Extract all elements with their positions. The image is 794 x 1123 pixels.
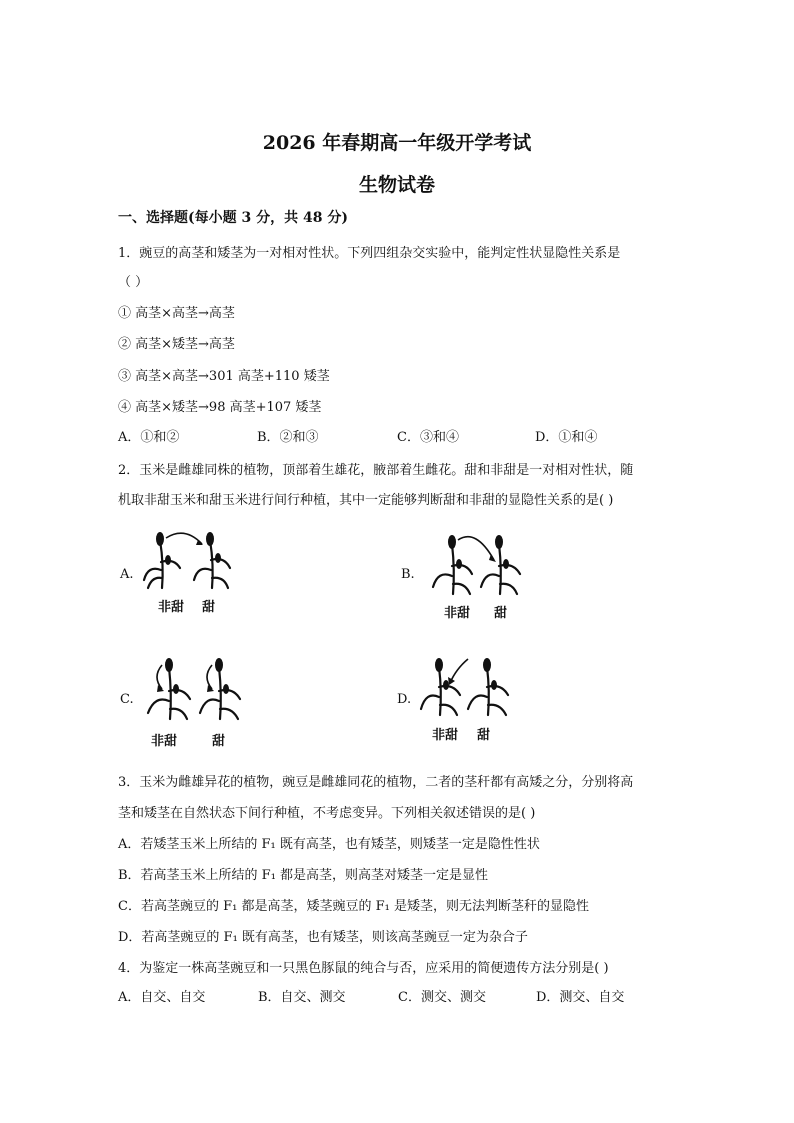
- q4-option-b: B．自交、测交: [258, 990, 346, 1005]
- figure-d-letter: D.: [397, 692, 412, 707]
- figure-b-right-label: 甜: [494, 606, 508, 621]
- q4-option-a: A．自交、自交: [118, 990, 206, 1005]
- q1-item: ③ 高茎×高茎→301 高茎+110 矮茎: [118, 369, 330, 384]
- q4-option-c: C．测交、测交: [398, 990, 486, 1005]
- q1-option-b: B．②和③: [257, 430, 319, 445]
- figure-b-plants: [428, 532, 528, 596]
- figure-d-right-label: 甜: [477, 728, 491, 743]
- figure-c-letter: C.: [120, 692, 134, 707]
- q1-option-d: D．①和④: [535, 430, 598, 445]
- figure-c-left-label: 非甜: [151, 734, 178, 749]
- q2-stem-line1: 2．玉米是雌雄同株的植物，顶部着生雄花，腋部着生雌花。甜和非甜是一对相对性状，随: [118, 463, 634, 478]
- figure-c-right-label: 甜: [212, 734, 226, 749]
- figure-a-left-label: 非甜: [158, 600, 185, 615]
- exam-title: 2026 年春期高一年级开学考试: [262, 132, 532, 154]
- figure-a-letter: A.: [120, 567, 134, 582]
- q1-option-c: C．③和④: [397, 430, 459, 445]
- q1-item: ② 高茎×矮茎→高茎: [118, 337, 235, 352]
- q4-stem: 4．为鉴定一株高茎豌豆和一只黑色豚鼠的纯合与否，应采用的简便遗传方法分别是( ): [118, 961, 609, 976]
- q1-option-a: A．①和②: [118, 430, 180, 445]
- figure-c-plants: [140, 655, 250, 721]
- exam-subtitle: 生物试卷: [358, 174, 435, 196]
- q3-stem-line2: 茎和矮茎在自然状态下间行种植，不考虑变异。下列相关叙述错误的是( ): [118, 806, 536, 821]
- figure-d-plants: [418, 655, 518, 717]
- section-heading: 一、选择题(每小题 3 分，共 48 分): [118, 210, 348, 226]
- figure-a-right-label: 甜: [202, 600, 216, 615]
- q4-option-d: D．测交、自交: [536, 990, 625, 1005]
- q3-option-d: D．若高茎豌豆的 F₁ 既有高茎，也有矮茎，则该高茎豌豆一定为杂合子: [118, 930, 528, 945]
- q1-item: ① 高茎×高茎→高茎: [118, 306, 235, 321]
- q1-item: ④ 高茎×矮茎→98 高茎+107 矮茎: [118, 400, 322, 415]
- figure-d-left-label: 非甜: [432, 728, 459, 743]
- q3-option-c: C．若高茎豌豆的 F₁ 都是高茎，矮茎豌豆的 F₁ 是矮茎，则无法判断茎秆的显隐性: [118, 899, 589, 914]
- figure-a-plants: [140, 530, 240, 590]
- q1-stem-line2: （ ）: [118, 275, 149, 290]
- q1-stem-line1: 1．豌豆的高茎和矮茎为一对相对性状。下列四组杂交实验中，能判定性状显隐性关系是: [118, 246, 621, 261]
- figure-b-left-label: 非甜: [444, 606, 471, 621]
- q3-stem-line1: 3．玉米为雌雄异花的植物，豌豆是雌雄同花的植物，二者的茎秆都有高矮之分，分别将高: [118, 775, 634, 790]
- q3-option-b: B．若高茎玉米上所结的 F₁ 都是高茎，则高茎对矮茎一定是显性: [118, 868, 489, 883]
- q3-option-a: A．若矮茎玉米上所结的 F₁ 既有高茎，也有矮茎，则矮茎一定是隐性性状: [118, 837, 540, 852]
- figure-b-letter: B.: [401, 567, 415, 582]
- q2-stem-line2: 机取非甜玉米和甜玉米进行间行种植，其中一定能够判断甜和非甜的显隐性关系的是( ): [118, 493, 614, 508]
